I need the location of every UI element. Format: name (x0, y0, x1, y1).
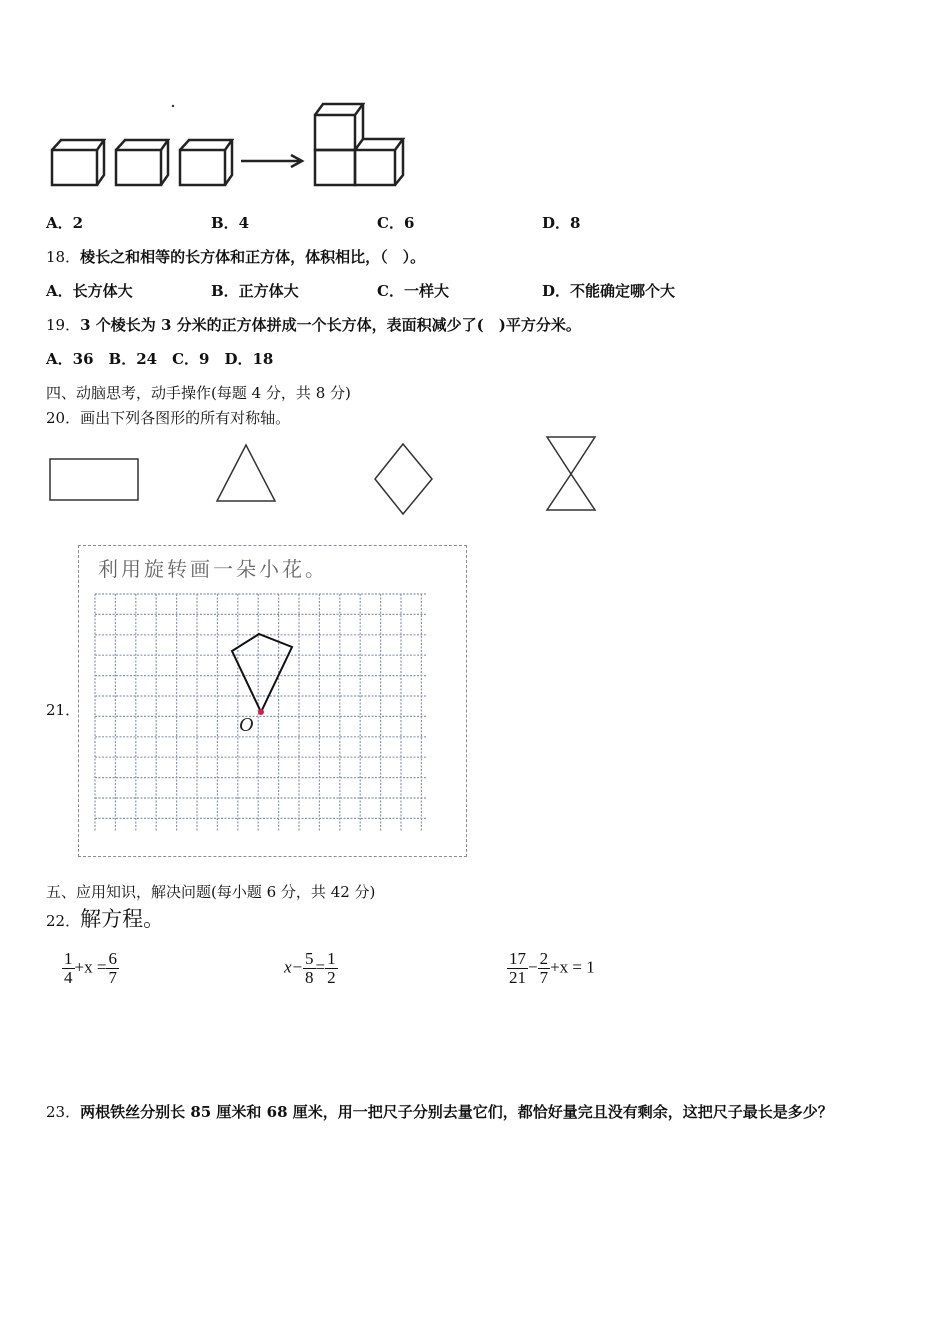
q17-option-c[interactable]: C．6 (377, 214, 415, 232)
q23 (46, 1101, 833, 1122)
q17-option-a[interactable]: A．2 (46, 214, 84, 232)
triangle-shape (217, 445, 275, 501)
q18 (46, 246, 425, 267)
equation-1: $\frac{1}{4}$ +x = $\frac{6}{7}$ (64, 949, 117, 987)
q17-option-d[interactable]: D．8 (542, 214, 581, 232)
rectangle-shape (50, 459, 138, 500)
q19-text: 3 个棱长为 3 分米的正方体拼成一个长方体，表面积减少了( )平方分米。 (80, 316, 581, 334)
q23-number: 23． (46, 1103, 81, 1121)
section-4-title: 四、动脑思考，动手操作(每题 4 分，共 8 分) (46, 384, 351, 402)
q22 (46, 903, 164, 933)
q22-number: 22． (46, 912, 81, 930)
hourglass-shape (547, 437, 595, 510)
q20 (46, 407, 290, 428)
q19 (46, 314, 581, 335)
point-o-label: O (239, 714, 254, 736)
q18-option-c[interactable]: C．一样大 (377, 282, 449, 300)
q18-option-d[interactable]: D．不能确定哪个大 (542, 282, 676, 300)
symmetry-shapes (40, 430, 610, 520)
q22-text: 解方程。 (80, 907, 165, 931)
equation-2: x− $\frac{5}{8}$ = $\frac{1}{2}$ (284, 949, 336, 987)
q21-number: 21． (46, 701, 81, 719)
q19-options[interactable]: A．36 B．24 C．9 D．18 (46, 350, 274, 368)
q18-number: 18． (46, 248, 81, 266)
petal-shape (232, 634, 292, 712)
equation-3: $\frac{17}{21}$ − $\frac{2}{7}$ +x = 1 (509, 949, 595, 987)
q19-number: 19． (46, 316, 81, 334)
q18-option-a[interactable]: A．长方体大 (46, 282, 133, 300)
q18-text: 棱长之和相等的长方体和正方体，体积相比，（ ）。 (80, 248, 426, 266)
cubes-figure (48, 100, 410, 190)
rhombus-shape (375, 444, 432, 514)
section-5-title: 五、应用知识，解决问题(每小题 6 分，共 42 分) (46, 883, 376, 901)
grid-title: 利用旋转画一朵小花。 (98, 557, 328, 581)
q17-option-b[interactable]: B．4 (211, 214, 250, 232)
rotation-grid (93, 592, 429, 834)
q20-text: 画出下列各图形的所有对称轴。 (80, 409, 291, 427)
q20-number: 20． (46, 409, 81, 427)
q18-option-b[interactable]: B．正方体大 (211, 282, 299, 300)
q23-text: 两根铁丝分别长 85 厘米和 68 厘米，用一把尺子分别去量它们，都恰好量完且没有剩余，这把尺子最长是多少？ (80, 1103, 833, 1121)
center-point (258, 709, 264, 715)
